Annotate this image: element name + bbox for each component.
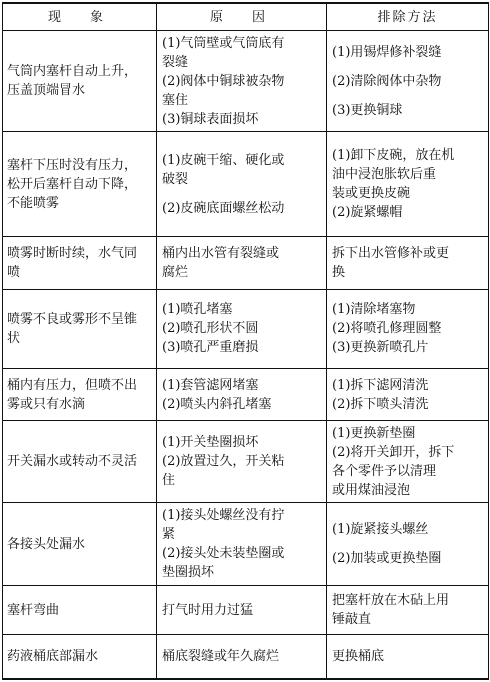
symptom-line: 松开后塞杆自动下降， — [7, 176, 138, 192]
cause-cell — [157, 634, 327, 679]
symptom-line: 药液桶底部漏水 — [7, 648, 99, 664]
table-row — [3, 31, 489, 132]
remedy-line: (1)清除堵塞物 — [332, 302, 416, 318]
symptom-line: 桶内有压力，但喷不出 — [7, 377, 138, 393]
remedy-cell — [327, 421, 489, 503]
cause-line: 腐烂 — [162, 265, 189, 281]
cause-line: (2)阀体中铜球被杂物 — [162, 73, 285, 89]
cause-line: (2)接头处未装垫圈或 — [162, 546, 285, 562]
table-row — [3, 132, 489, 237]
cause-line: (1)气筒壁或气筒底有 — [162, 35, 285, 51]
symptom-cell — [3, 503, 157, 586]
cause-cell — [157, 289, 327, 368]
symptom-line: 雾或只有水滴 — [7, 396, 86, 412]
symptom-line: 各接头处漏水 — [7, 536, 86, 552]
remedy-line: (1)旋紧接头螺丝 — [332, 522, 429, 538]
symptom-cell — [3, 634, 157, 679]
remedy-line: 装或更换皮碗 — [332, 186, 411, 202]
remedy-line: (2)旋紧螺帽 — [332, 205, 403, 221]
remedy-cell — [327, 132, 489, 237]
symptom-line: 喷雾不良或雾形不呈锥 — [7, 311, 138, 327]
line-gap — [332, 91, 483, 101]
symptom-cell — [3, 132, 157, 237]
cause-cell — [157, 237, 327, 290]
cause-line: 裂缝 — [162, 54, 189, 70]
remedy-line: (1)更换新垫圈 — [332, 425, 416, 441]
symptom-line: 状 — [7, 330, 21, 346]
line-gap — [332, 539, 483, 549]
remedy-cell — [327, 368, 489, 421]
symptom-cell — [3, 31, 157, 132]
remedy-line: 更换桶底 — [332, 648, 385, 664]
line-gap — [162, 189, 321, 199]
symptom-cell — [3, 421, 157, 503]
cause-line: 破裂 — [162, 171, 189, 187]
cause-line: (1)套管滤网堵塞 — [162, 377, 259, 393]
line-gap — [332, 62, 483, 72]
symptom-line: 塞杆下压时没有压力， — [7, 157, 138, 173]
header-row — [3, 3, 489, 31]
remedy-line: (3)更换新喷孔片 — [332, 340, 429, 356]
cause-line: (2)喷孔形状不圆 — [162, 321, 259, 337]
remedy-line: (2)将开关卸开，拆下 — [332, 444, 455, 460]
symptom-cell — [3, 368, 157, 421]
table-row — [3, 503, 489, 586]
remedy-line: 把塞杆放在木砧上用 — [332, 593, 450, 609]
table-row — [3, 368, 489, 421]
cause-line: (1)接头处螺丝没有拧 — [162, 508, 285, 524]
cause-cell — [157, 132, 327, 237]
cause-line: 打气时用力过猛 — [162, 602, 254, 618]
symptom-line: 气筒内塞杆自动上升， — [7, 64, 138, 80]
table-row — [3, 421, 489, 503]
cause-line: (3)铜球表面损坏 — [162, 111, 259, 127]
remedy-cell — [327, 31, 489, 132]
remedy-line: 油中浸泡胀软后重 — [332, 167, 437, 183]
cause-line: (1)开关垫圈损坏 — [162, 435, 259, 451]
troubleshooting-table — [2, 2, 489, 680]
remedy-cell — [327, 289, 489, 368]
cause-cell — [157, 368, 327, 421]
remedy-cell — [327, 237, 489, 290]
cause-line: (1)皮碗干缩、硬化或 — [162, 152, 285, 168]
cause-line: 垫圈损坏 — [162, 565, 215, 581]
remedy-line: (3)更换铜球 — [332, 102, 403, 118]
remedy-line: (2)将喷孔修理圆整 — [332, 321, 442, 337]
symptom-line: 开关漏水或转动不灵活 — [7, 454, 138, 470]
symptom-line: 喷雾时断时续，水气同 — [7, 246, 138, 262]
remedy-cell — [327, 634, 489, 679]
remedy-line: 各个零件予以清理 — [332, 463, 437, 479]
remedy-line: 或用煤油浸泡 — [332, 482, 411, 498]
remedy-line: (1)用锡焊修补裂缝 — [332, 44, 442, 60]
cause-cell — [157, 421, 327, 503]
cause-line: (1)喷孔堵塞 — [162, 302, 233, 318]
cause-line: (2)喷头内斜孔堵塞 — [162, 396, 272, 412]
symptom-cell — [3, 237, 157, 290]
table-row — [3, 634, 489, 679]
remedy-line: (2)加装或更换垫圈 — [332, 551, 442, 567]
remedy-line: 拆下出水管修补或更 — [332, 246, 450, 262]
symptom-line: 塞杆弯曲 — [7, 602, 60, 618]
remedy-cell — [327, 586, 489, 635]
remedy-line: (2)清除阀体中杂物 — [332, 73, 442, 89]
cause-line: (2)皮碗底面螺丝松动 — [162, 200, 285, 216]
cause-line: (3)喷孔严重磨损 — [162, 340, 259, 356]
remedy-line: (1)拆下滤网清洗 — [332, 377, 429, 393]
header-cause: 原 因 — [157, 3, 327, 31]
symptom-line: 压盖顶端冒水 — [7, 83, 86, 99]
cause-line: 紧 — [162, 527, 176, 543]
symptom-cell — [3, 289, 157, 368]
table-row — [3, 289, 489, 368]
table-body — [3, 31, 489, 680]
cause-line: 住 — [162, 473, 176, 489]
cause-cell — [157, 586, 327, 635]
cause-cell — [157, 31, 327, 132]
cause-line: 桶底裂缝或年久腐烂 — [162, 648, 280, 664]
remedy-line: (1)卸下皮碗，放在机 — [332, 148, 455, 164]
cause-line: 塞住 — [162, 92, 189, 108]
symptom-line: 喷 — [7, 265, 21, 281]
header-remedy: 排除方法 — [327, 3, 489, 31]
remedy-cell — [327, 503, 489, 586]
table-row — [3, 237, 489, 290]
symptom-cell — [3, 586, 157, 635]
symptom-line: 不能喷雾 — [7, 195, 60, 211]
cause-line: (2)放置过久，开关粘 — [162, 454, 285, 470]
remedy-line: 换 — [332, 265, 346, 281]
table-row — [3, 586, 489, 635]
cause-line: 桶内出水管有裂缝或 — [162, 246, 280, 262]
remedy-line: 锤敲直 — [332, 612, 372, 628]
header-symptom: 现 象 — [3, 3, 157, 31]
cause-cell — [157, 503, 327, 586]
remedy-line: (2)拆下喷头清洗 — [332, 396, 429, 412]
